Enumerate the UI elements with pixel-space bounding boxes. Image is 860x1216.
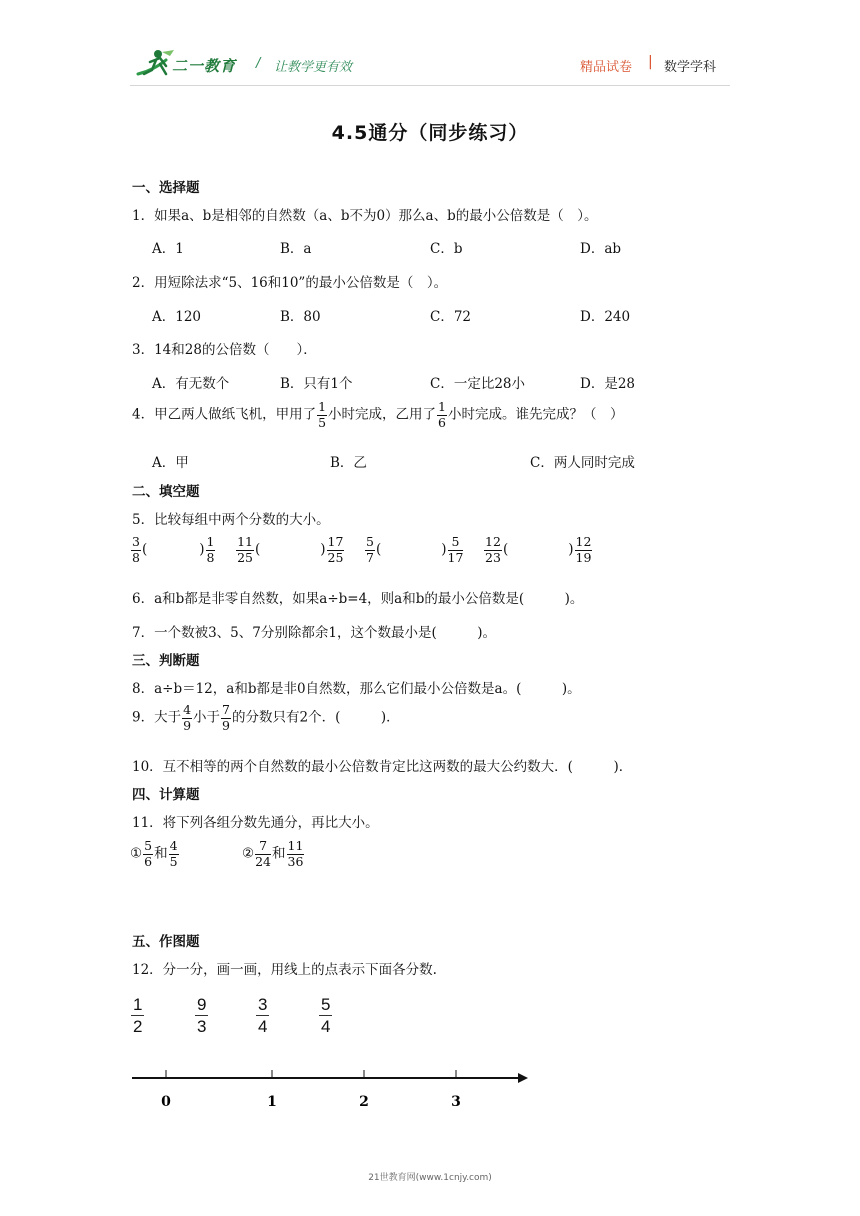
question-6-text: 6．a和b都是非零自然数，如果a÷b=4，则a和b的最小公倍数是( )。	[132, 591, 584, 607]
question-4-fraction-1	[317, 401, 327, 429]
question-12-text: 12．分一分，画一画，用线上的点表示下面各分数.	[132, 962, 437, 978]
fraction	[255, 840, 271, 868]
denominator: 4	[258, 1017, 268, 1036]
question-9-post: 的分数只有2个．( )．	[232, 709, 400, 726]
draw-fraction-3	[256, 996, 269, 1035]
answer-blank-close: )	[568, 541, 574, 558]
denominator: 6	[144, 853, 153, 869]
numerator: 1	[318, 399, 327, 414]
fraction	[448, 536, 464, 564]
number-line-label-3: 3	[451, 1094, 461, 1110]
numerator: 5	[321, 995, 331, 1014]
denominator: 24	[255, 853, 272, 869]
answer-blank-open: (	[375, 541, 382, 558]
denominator: 25	[237, 549, 253, 565]
answer-blank-open: (	[502, 541, 509, 558]
conjunction: 和	[154, 845, 168, 862]
question-3-option-d: D．是28	[580, 376, 636, 392]
number-line-label-1: 1	[267, 1094, 277, 1110]
question-4-fraction-2	[437, 401, 447, 429]
question-9-mid: 小于	[193, 709, 221, 726]
question-11-text: 11．将下列各组分数先通分，再比大小。	[132, 815, 379, 831]
question-4-text	[132, 401, 624, 429]
number-line-label-0: 0	[161, 1094, 171, 1110]
question-3-option-c: C．一定比28小	[430, 376, 526, 392]
question-9-fraction-2	[221, 704, 231, 732]
question-1-option-a: A．1	[152, 241, 184, 257]
numerator: 5	[448, 536, 464, 551]
question-2-option-d: D．240	[580, 309, 631, 325]
question-11-group-2	[242, 840, 305, 868]
fraction	[575, 536, 593, 564]
question-10-text: 10．互不相等的两个自然数的最小公倍数肯定比这两数的最大公约数大．( )．	[132, 759, 633, 775]
numerator: 12	[575, 534, 592, 549]
question-4-option-c: C．两人同时完成	[530, 455, 635, 471]
group-label: ②	[242, 845, 255, 862]
header-tag-quality: 精品试卷	[580, 60, 633, 75]
slogan: 让教学更有效	[274, 60, 353, 75]
denominator: 25	[327, 549, 344, 565]
number-line-arrow-icon	[518, 1073, 528, 1083]
question-2-option-b: B．80	[280, 309, 321, 325]
answer-blank-open: (	[254, 541, 261, 558]
brand-name: 二一教育	[172, 57, 237, 75]
numerator: 11	[287, 838, 304, 853]
answer-blank-close: )	[441, 541, 447, 558]
question-4-mid: 小时完成，乙用了	[328, 406, 437, 423]
question-7-text: 7．一个数被3、5、7分别除都余1，这个数最小是( )。	[132, 625, 496, 641]
answer-blank-close: )	[320, 541, 326, 558]
section-heading-draw: 五、作图题	[132, 934, 200, 950]
header-divider	[130, 85, 730, 86]
numerator: 9	[197, 995, 207, 1014]
fraction	[206, 536, 216, 564]
question-4-pre: 4．甲乙两人做纸飞机，甲用了	[132, 406, 317, 423]
fraction	[365, 536, 375, 564]
denominator: 23	[485, 549, 501, 565]
question-2-option-a: A．120	[152, 309, 202, 325]
question-1-text: 1．如果a、b是相邻的自然数（a、b不为0）那么a、b的最小公倍数是（ ）。	[132, 208, 598, 224]
numerator: 3	[258, 995, 268, 1014]
number-line-label-2: 2	[359, 1094, 369, 1110]
denominator: 4	[321, 1017, 331, 1036]
denominator: 5	[169, 853, 178, 869]
numerator: 12	[485, 534, 501, 549]
page-title: 4.5通分（同步练习）	[331, 122, 529, 144]
numerator: 1	[438, 399, 446, 414]
numerator: 7	[255, 840, 271, 855]
question-5-pairs	[130, 536, 593, 564]
conjunction: 和	[272, 845, 286, 862]
question-3-option-b: B．只有1个	[280, 376, 353, 392]
slogan-separator: /	[256, 56, 261, 71]
denominator: 5	[318, 414, 327, 430]
denominator: 9	[222, 717, 230, 733]
question-9-text	[132, 704, 400, 732]
answer-blank-close: )	[199, 541, 205, 558]
denominator: 19	[575, 549, 592, 565]
fraction	[327, 536, 345, 564]
numerator: 1	[133, 995, 143, 1014]
group-label: ①	[130, 845, 143, 862]
question-3-text: 3．14和28的公倍数（ ）．	[132, 342, 317, 358]
denominator: 7	[366, 549, 374, 565]
numerator: 5	[366, 534, 374, 549]
denominator: 36	[287, 853, 304, 869]
fraction	[484, 536, 502, 564]
denominator: 2	[133, 1017, 143, 1036]
question-2-option-c: C．72	[430, 309, 472, 325]
draw-fraction-2	[195, 996, 208, 1035]
question-5-text: 5．比较每组中两个分数的大小。	[132, 512, 330, 528]
draw-fraction-1	[131, 996, 144, 1035]
question-3-option-a: A．有无数个	[152, 376, 230, 392]
numerator: 11	[237, 534, 253, 549]
question-4-post: 小时完成。谁先完成？（ ）	[448, 406, 624, 423]
draw-fraction-4	[319, 996, 332, 1035]
question-2-text: 2．用短除法求“5、16和10”的最小公倍数是（ ）。	[132, 275, 448, 291]
page-footer: 21世教育网(www.1cnjy.com)	[368, 1173, 492, 1183]
fraction	[143, 840, 153, 868]
question-4-option-b: B．乙	[330, 455, 367, 471]
question-9-fraction-1	[182, 704, 192, 732]
denominator: 9	[183, 717, 192, 733]
numerator: 3	[132, 534, 140, 549]
question-1-option-c: C．b	[430, 241, 463, 257]
number-line[interactable]	[128, 1066, 538, 1116]
section-heading-choice: 一、选择题	[132, 180, 200, 196]
numerator: 17	[327, 534, 344, 549]
numerator: 7	[222, 702, 230, 717]
denominator: 3	[197, 1017, 207, 1036]
fraction	[131, 536, 141, 564]
denominator: 17	[447, 549, 464, 565]
question-11-group-1	[130, 840, 180, 868]
numerator: 4	[169, 838, 178, 853]
denominator: 6	[438, 414, 446, 430]
question-4-option-a: A．甲	[152, 455, 189, 471]
section-heading-calc: 四、计算题	[132, 787, 200, 803]
question-1-option-b: B．a	[280, 241, 312, 257]
question-8-text: 8．a÷b＝12，a和b都是非0自然数，那么它们最小公倍数是a。( )。	[132, 681, 581, 697]
section-heading-judge: 三、判断题	[132, 653, 200, 669]
header-tag-separator: |	[648, 54, 653, 70]
section-heading-fill: 二、填空题	[132, 484, 200, 500]
fraction	[169, 840, 179, 868]
question-1-option-d: D．ab	[580, 241, 622, 257]
fraction	[287, 840, 305, 868]
fraction	[236, 536, 254, 564]
numerator: 4	[183, 702, 192, 717]
question-9-pre: 9．大于	[132, 709, 182, 726]
header-tag-subject: 数学学科	[664, 60, 717, 75]
numerator: 5	[144, 838, 153, 853]
numerator: 1	[206, 534, 215, 549]
denominator: 8	[206, 549, 215, 565]
denominator: 8	[132, 549, 140, 565]
answer-blank-open: (	[141, 541, 148, 558]
